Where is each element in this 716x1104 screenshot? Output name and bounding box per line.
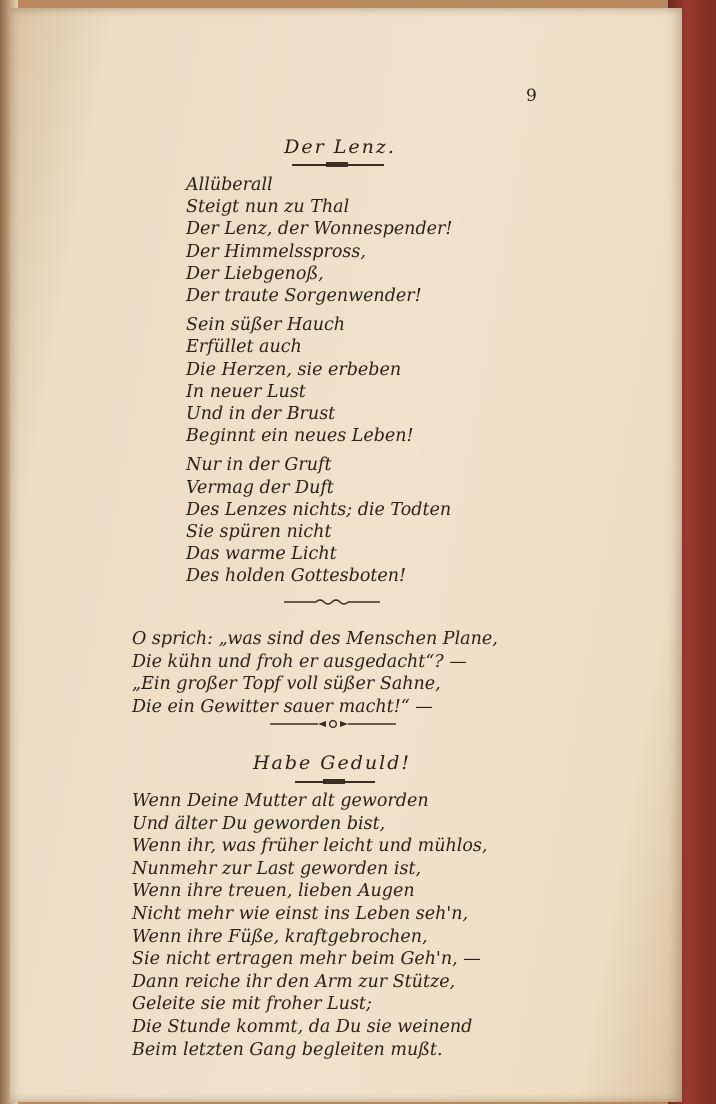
verse-line: Beginnt ein neues Leben!	[186, 426, 414, 447]
stanza	[186, 314, 452, 447]
verse-line: Wenn ihre treuen, lieben Augen	[132, 881, 415, 902]
verse-line: Der Himmelsspross,	[186, 241, 366, 262]
verse-line: Nunmehr zur Last geworden ist,	[132, 858, 422, 879]
epigram	[132, 628, 498, 718]
verse-line: Sie nicht ertragen mehr beim Geh'n, —	[132, 949, 481, 970]
verse-line: Des holden Gottesboten!	[186, 566, 407, 587]
verse-line: Und älter Du geworden bist,	[132, 813, 386, 834]
verse-line: Die Herzen, sie erbeben	[186, 359, 402, 380]
verse-line: Nur in der Gruft	[186, 455, 332, 476]
verse-line: Beim letzten Gang begleiten mußt.	[132, 1039, 443, 1060]
title-underline-accent	[323, 779, 345, 784]
stanza	[186, 454, 452, 587]
verse-line: Dann reiche ihr den Arm zur Stütze,	[132, 971, 456, 992]
verse-line: Der traute Sorgenwender!	[186, 286, 422, 307]
verse-line: Die ein Gewitter sauer macht!“ —	[132, 696, 433, 717]
verse-line: Erfüllet auch	[186, 337, 302, 358]
verse-line: Das warme Licht	[186, 544, 337, 565]
verse-line: Steigt nun zu Thal	[186, 197, 350, 218]
verse-line: Die kühn und froh er ausgedacht“? —	[132, 651, 467, 672]
verse-line: In neuer Lust	[186, 381, 306, 402]
book-page	[10, 8, 682, 1102]
verse-line: Wenn Deine Mutter alt geworden	[132, 791, 429, 811]
verse-line: Des Lenzes nichts; die Todten	[186, 499, 452, 520]
poem-title-habe-geduld: Habe Geduld!	[252, 752, 412, 774]
poem-title-der-lenz: Der Lenz.	[284, 136, 396, 158]
ornament-divider	[268, 718, 398, 730]
verse-line: O sprich: „was sind des Menschen Plane,	[132, 629, 498, 649]
verse-line: Wenn ihr, was früher leicht und mühlos,	[132, 836, 488, 857]
verse-line: Vermag der Duft	[186, 477, 334, 498]
ornament-divider	[282, 596, 382, 608]
verse-line: Und in der Brust	[186, 404, 336, 425]
verse-line: Nicht mehr wie einst ins Leben seh'n,	[132, 903, 469, 924]
poem-habe-geduld	[132, 790, 487, 1061]
verse-line: Der Liebgenoß,	[186, 263, 324, 284]
verse-line: „Ein großer Topf voll süßer Sahne,	[132, 674, 441, 694]
stanza	[186, 174, 452, 307]
page-number: 9	[526, 86, 537, 106]
verse-line: Der Lenz, der Wonnespender!	[186, 219, 453, 240]
verse-line: Wenn ihre Füße, kraftgebrochen,	[132, 926, 428, 947]
verse-line: Die Stunde kommt, da Du sie weinend	[132, 1016, 473, 1037]
poem-der-lenz	[186, 174, 452, 595]
verse-line: Allüberall	[186, 175, 273, 195]
title-underline-accent	[326, 162, 348, 167]
verse-line: Sie spüren nicht	[186, 522, 332, 543]
verse-line: Sein süßer Hauch	[186, 315, 346, 336]
verse-line: Geleite sie mit froher Lust;	[132, 994, 372, 1015]
